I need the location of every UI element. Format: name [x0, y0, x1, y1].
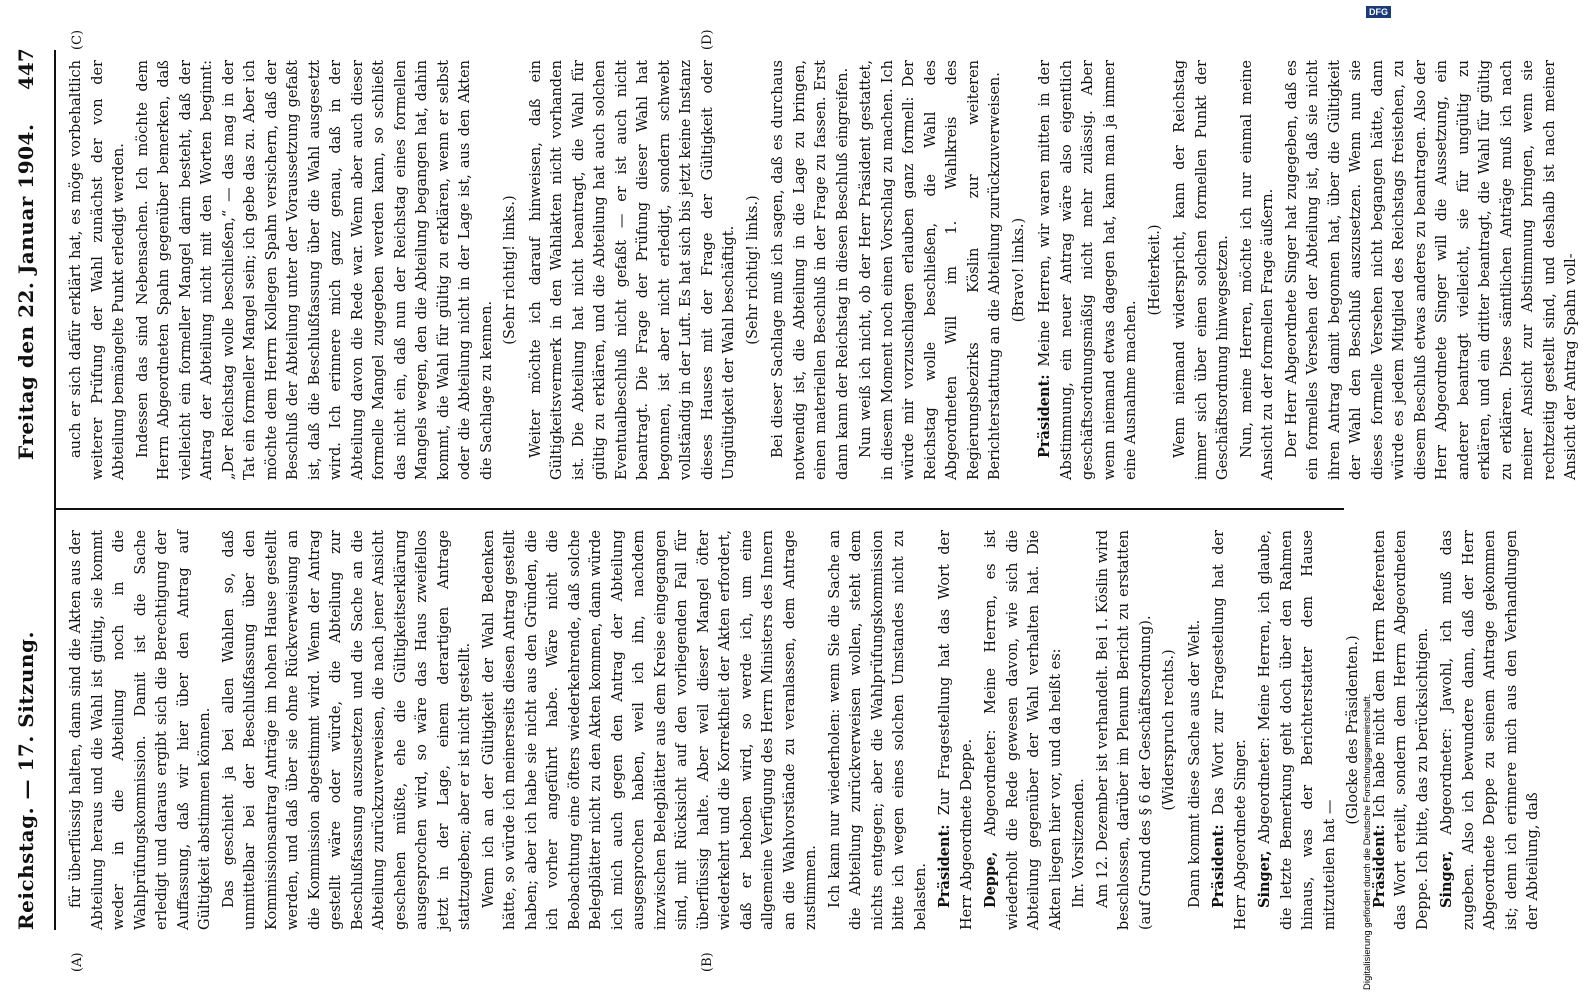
dfg-logo: DFG [1366, 6, 1391, 18]
column-divider [54, 508, 1344, 510]
speaker-name: Singer, [1438, 850, 1455, 908]
stage-direction: (Sehr richtig! links.) [744, 195, 761, 345]
margin-marker-c: (C) [70, 29, 85, 50]
speech-text: Zur Fragestellung hat das Wort der Herr Abgeordnete Deppe. [937, 529, 975, 930]
margin-marker-d: (D) [700, 29, 715, 50]
speaker-paragraph [1436, 530, 1545, 930]
margin-marker-b: (B) [700, 952, 715, 972]
speaker-name: Präsident: [1036, 374, 1053, 458]
speaker-name: Präsident: [936, 824, 953, 908]
speaker-name: Singer, [1256, 850, 1273, 908]
paragraph: Ich kann nur wiederholen: wenn Sie die Sache an die Abteilung zurückverweisen wollen, steht dem nichts entgegen; aber die Wahlprüfungskommission bitte ich wegen eines solchen Umstandes nicht zu belasten. [826, 530, 929, 930]
stage-direction: (Sehr richtig! links.) [502, 195, 518, 345]
paragraph: auch er sich dafür erklärt hat, es möge vorbehaltlich weiterer Prüfung der Wahl zunächst der von der Abteilung bemängelte Punkt erledigt werden. [68, 60, 127, 480]
speech-text: Abgeordneter: Meine Herren, ich glaube, die letzte Bemerkung geht doch über den Rahmen hinaus, was der Berichterstatter dem Hause mitzuteilen hat — [1257, 529, 1338, 930]
paragraph: Wenn ich an der Gültigkeit der Wahl Bedenken hätte, so würde ich meinerseits diesen Antrag gestellt haben; aber ich habe sie nicht aus den Gründen, die ich vorher angeführt habe. Wäre nicht die Beobachtung eine öfters wiederkehrende, daß solche Belegblätter nicht zu den Akten kommen, dann würde ich mich auch gegen den Antrag der Abteilung ausgesprochen haben, weil ich ihn, nachdem inzwischen Belegblätter aus dem Kreise eingegangen sind, mit Rücksicht auf den vorliegenden Fall für überflüssig halte. Aber weil dieser Mangel öfter wiederkehrt und die Korrektheit der Akten erfordert, daß er behoben wird, so werde ich, um eine allgemeine Verfügung des Herrn Ministers des Innern an die Wahlvorstände zu veranlassen, dem Antrage zustimmen. [480, 530, 819, 930]
speaker-paragraph [934, 530, 978, 930]
speaker-paragraph [1034, 60, 1143, 480]
stage-direction: (Widerspruch rechts.) [1161, 649, 1177, 811]
paragraph: Der Herr Abgeordnete Singer hat zugegeben, daß es ein formelles Versehen der Abteilung ist, daß sie nicht ihren Antrag damit begonnen hat, über die Gültigkeit der Wahl den Beschluß auszusetzen. Wenn nun sie dieses formelle Versehen nicht begangen hätte, dann würde es jedem Mitglied des Reichstags freistehen, zu diesem Beschluß etwas anderes zu beantragen. Also der Herr Abgeordnete Singer will die Aussetzung, ein anderer beantragt vielleicht, sie für ungültig zu erklären, und ein dritter beantragt, die Wahl für gültig zu erklären. Diese sämtlichen Anträge muß ich nach meiner Ansicht zur Abstimmung bringen, wenn sie rechtzeitig gestellt sind, und deshalb ist nach meiner Ansicht der Antrag Spahn voll- [1283, 60, 1579, 480]
paragraph: Nun, meine Herren, möchte ich nur einmal meine Ansicht zu der formellen Frage äußern. [1238, 60, 1276, 480]
stage-direction: (Bravo! links.) [1010, 217, 1027, 323]
paragraph: Dann kommt diese Sache aus der Welt. [1186, 619, 1203, 908]
header-date: Freitag den 22. Januar 1904. [14, 123, 38, 460]
paragraph: Nun weiß ich nicht, ob der Herr Präsident gestattet, in diesem Moment noch einen Vorschlag zu machen. Ich würde mir vorzuschlagen erlauben ganz formell: Der Reichstag wolle beschließen, die Wahl des Abgeordneten Will im 1. Wahlkreis des Regierungsbezirks Köslin zur weiteren Berichterstattung an die Abteilung zurückzuverweisen. [858, 60, 1003, 480]
paragraph: Ihr. Vorsitzenden. [1071, 778, 1087, 908]
right-column [66, 60, 1579, 480]
speaker-paragraph [1254, 530, 1341, 930]
speaker-name: Präsident: [1210, 824, 1227, 908]
speech-text: Abgeordneter: Jawohl, ich muß das zugeben. Also ich bewundere dann, daß der Herr Abgeordnete Deppe zu seinem Antrage gekommen ist; denn ich erinnere mich aus den Verhandlungen der Abteilung, daß [1439, 530, 1541, 930]
paragraph: Weiter möchte ich darauf hinweisen, daß ein Gültigkeitsvermerk in den Wahlakten nicht vorhanden ist. Die Abteilung hat nicht beantragt, die Wahl für gültig zu erklären, und die Abteilung hat auch solchen Eventualbeschluß nicht gefaßt — er ist auch nicht beantragt. Die Frage der Prüfung dieser Wahl hat begonnen, ist aber nicht erledigt, sondern schwebt vollständig in der Luft. Es hat sich bis jetzt keine Instanz dieses Hauses mit der Frage der Gültigkeit oder Ungültigkeit der Wahl beschäftigt. [527, 60, 737, 480]
margin-marker-a: (A) [70, 952, 85, 972]
stage-direction: (Heiterkeit.) [1146, 224, 1163, 316]
paragraph: Das geschieht ja bei allen Wahlen so, daß unmittelbar bei der Beschlußfassung über den Kommissionsantrag Anträge im hohen Hause gestellt werden, und daß über sie ohne Rückverweisung an die Kommission abgestimmt wird. Wenn der Antrag gestellt wäre oder würde, die Abteilung zur Beschlußfassung auszusetzen und die Sache an die Abteilung zurückzuverweisen, die nach jener Ansicht geschehen müßte, ehe die Gültigkeitserklärung ausgesprochen wird, so wäre das Haus zweifellos jetzt in der Lage, einem derartigen Antrage stattzugeben; aber er ist nicht gestellt. [220, 530, 473, 930]
speaker-name: Deppe, [982, 851, 999, 908]
paragraph: Indessen das sind Nebensachen. Ich möchte dem Herrn Abgeordneten Spahn gegenüber bemerken, daß vielleicht ein formeller Mangel darin besteht, daß der Antrag der Abteilung nicht mit den Worten beginnt: „Der Reichstag wolle beschließen,“ — das mag in der Tat ein formeller Mangel sein; ich gebe das zu. Aber ich möchte dem Herrn Kollegen Spahn versichern, daß der Beschluß der Abteilung unter der Voraussetzung gefaßt ist, daß die Beschlußfassung über die Wahl ausgesetzt wird. Ich erinnere mich ganz genau, daß in der Abteilung davon die Rede war. Wenn aber auch dieser formelle Mangel zugegeben werden kann, so schließt das nicht ein, daß nun der Reichstag eines formellen Mangels wegen, den die Abteilung begangen hat, dahin kommt, die Wahl für gültig zu erklären, wenn er selbst oder die Abteilung nicht in der Lage ist, aus den Akten die Sachlage zu kennen. [134, 60, 495, 480]
speaker-paragraph [1208, 530, 1252, 930]
speaker-paragraph [1369, 530, 1435, 930]
speech-text: Abgeordneter: Meine Herren, es ist wiederholt die Rede gewesen davon, wie sich die Abteilung gegenüber der Wahl verhalten hat. Die Akten liegen hier vor, und da heißt es: [983, 529, 1064, 930]
speaker-paragraph [980, 530, 1067, 930]
paragraph: für überflüssig halten, dann sind die Akten aus der Abteilung heraus und die Wahl ist gültig, sie kommt weder in die Abteilung noch in die Wahlprüfungskommission. Damit ist die Sache erledigt und daraus ergibt sich die Berechtigung der Auffassung, daß wir hier über den Antrag auf Gültigkeit abstimmen können. [68, 530, 213, 930]
speaker-name: Präsident: [1370, 824, 1388, 908]
header-rule [54, 50, 56, 930]
page-number: 447 [14, 48, 38, 90]
paragraph: Wenn niemand widerspricht, kann der Reichstag immer sich über einen solchen formellen Punkt der Geschäftsordnung hinwegsetzen. [1172, 60, 1231, 480]
speech-text: Das Wort zur Fragestellung hat der Herr Abgeordnete Singer. [1211, 529, 1249, 930]
speech-text: Ich habe nicht dem Herrn Referenten das Wort erteilt, sondern dem Herrn Abgeordneten Deppe. Ich bitte, das zu berücksichtigen. [1371, 530, 1431, 930]
paragraph: Am 12. Dezember ist verhandelt. Bei 1. Köslin wird beschlossen, darüber im Plenum Bericht zu erstatten (auf Grund des § 6 der Geschäftsordnung). [1094, 530, 1154, 930]
speech-text: Meine Herren, wir waren mitten in der Abstimmung, ein neuer Antrag wäre also eigentlich geschäftsordnungsmäßig nicht mehr zulässig. Aber wenn niemand etwas dagegen hat, kann man ja immer eine Ausnahme machen. [1037, 60, 1139, 480]
stage-direction: (Glocke des Präsidenten.) [1345, 635, 1361, 825]
digitization-note: Digitalisierung gefördert durch die Deutsche Forschungsgemeinschaft. [1362, 693, 1373, 990]
header-left: Reichstag. — 17. Sitzung. [14, 631, 38, 930]
paragraph: Bei dieser Sachlage muß ich sagen, daß es durchaus notwendig ist, die Abteilung in die Lage zu bringen, einen materiellen Beschluß in der Frage zu fassen. Erst dann kann der Reichstag in diesen Beschluß eingreifen. [770, 60, 851, 480]
